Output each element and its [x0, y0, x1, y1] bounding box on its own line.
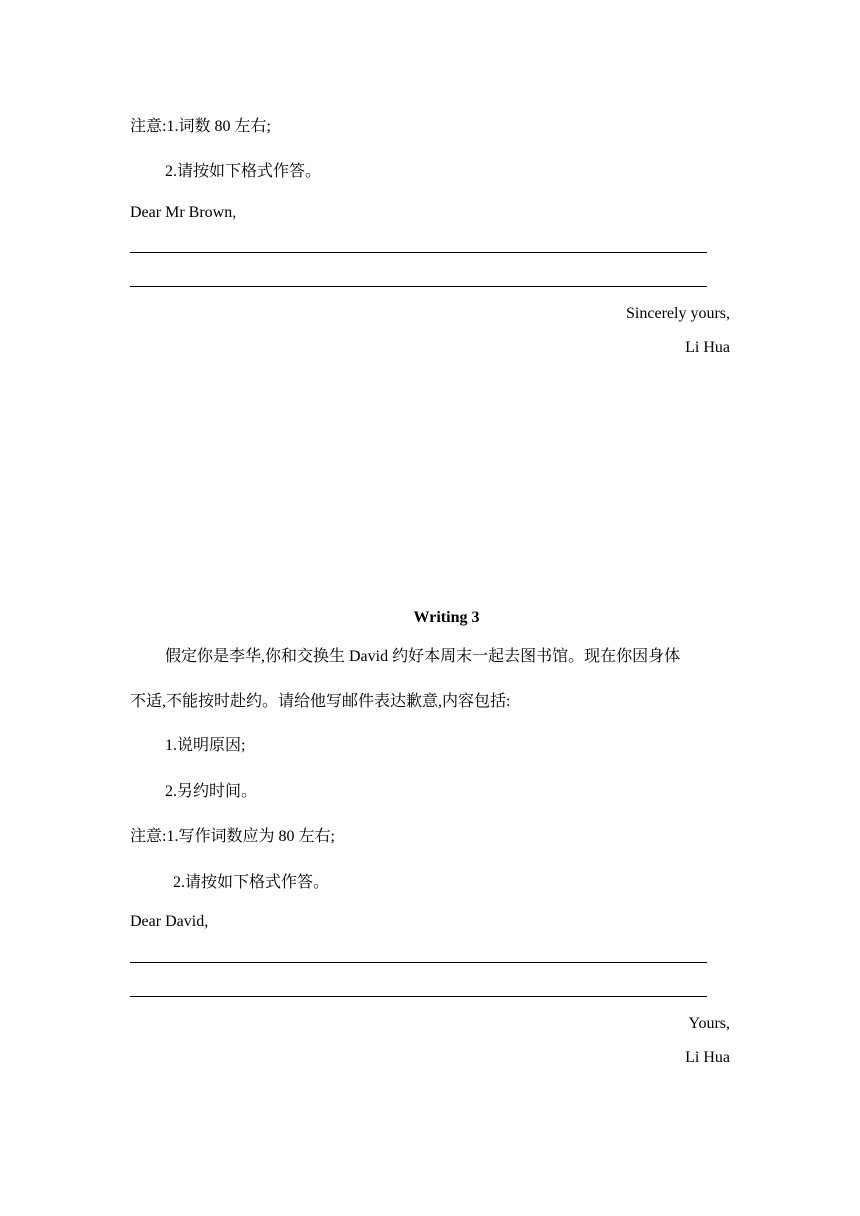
letter-closing: Sincerely yours,: [626, 305, 730, 322]
note-word-count: 注意:1.写作词数应为 80 左右;: [130, 828, 335, 845]
requirement-item: 1.说明原因;: [165, 737, 246, 754]
answer-line: [130, 252, 707, 253]
letter-signature: Li Hua: [685, 339, 730, 356]
letter-greeting: Dear David,: [130, 913, 209, 930]
prompt-line: 不适,不能按时赴约。请给他写邮件表达歉意,内容包括:: [130, 693, 511, 710]
letter-closing: Yours,: [688, 1015, 730, 1032]
note-format: 2.请按如下格式作答。: [165, 163, 322, 180]
note-format: 2.请按如下格式作答。: [173, 874, 330, 891]
prompt-line: 假定你是李华,你和交换生 David 约好本周末一起去图书馆。现在你因身体: [165, 648, 681, 665]
answer-line: [130, 962, 707, 963]
note-word-count: 注意:1.词数 80 左右;: [130, 118, 271, 135]
section-title: Writing 3: [413, 609, 480, 626]
letter-greeting: Dear Mr Brown,: [130, 204, 237, 221]
answer-line: [130, 996, 707, 997]
letter-signature: Li Hua: [685, 1049, 730, 1066]
answer-line: [130, 286, 707, 287]
requirement-item: 2.另约时间。: [165, 783, 258, 800]
